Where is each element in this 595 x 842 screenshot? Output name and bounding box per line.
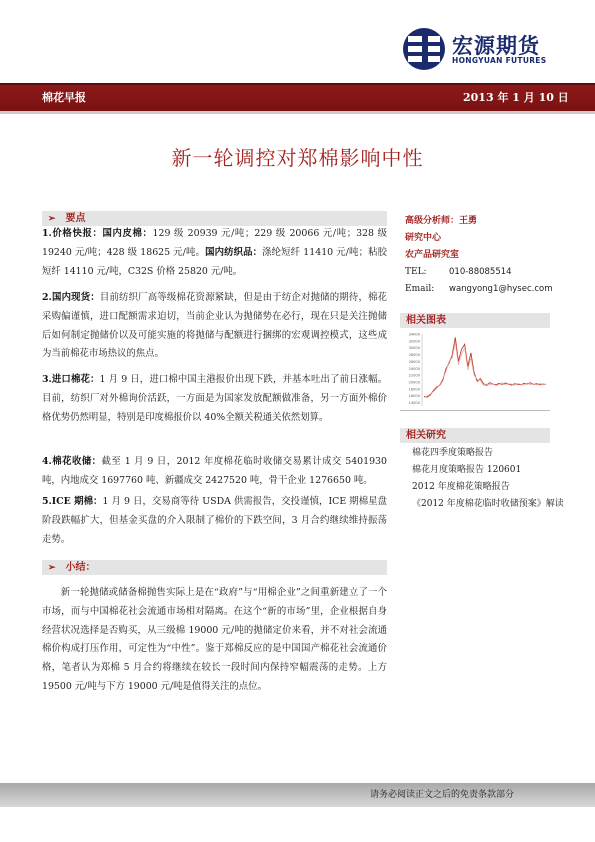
email-link[interactable]: wangyong1@hysec.com [449,284,553,294]
keypoint-text: 目前纺织厂高等级棉花资源紧缺，但是由于纺企对抛储的期待，棉花采购偏谨慎，进口配额需求迫切，当前企业认为抛储势在必行，现在只是关注抛储后如何制定抛储价以及可能实施的将抛储与配额进行捆绑的宏观调控模式，这些成为当前棉花市场热议的焦点。 [42,292,387,360]
tel-label: TEL: [405,267,427,277]
keypoint-label: 5.ICE 期棉： [42,496,103,507]
y-tick-label: 20000 [408,380,420,385]
y-tick-label: 16000 [408,394,420,399]
keypoint-label: 3.进口棉花： [42,374,100,385]
analyst-dept: 研究中心 [405,233,442,243]
analyst-dept: 农产品研究室 [405,250,460,260]
keypoint-text: 截至 1 月 9 日，2012 年度棉花临时收储交易累计成交 5401930 吨，内地成交 1697760 吨、新疆成交 2427520 吨，骨干企业 1276650 吨。 [42,456,387,486]
brand-name: 宏源期货 [452,34,540,58]
research-item[interactable]: 棉花四季度策略报告 [412,448,494,458]
y-tick-label: 32000 [408,339,420,344]
email-label: Email: [405,284,435,294]
research-item[interactable]: 2012 年度棉花策略报告 [412,482,510,492]
research-list [412,445,572,513]
y-tick-label: 30000 [408,346,420,351]
page-title: 新一轮调控对郑棉影响中性 [171,146,424,170]
report-date: 2013 年 1 月 10 日 [463,91,569,104]
y-tick-label: 22000 [408,373,420,378]
keypoint-storage [42,453,387,491]
keypoint-label: 4.棉花收储： [42,456,102,467]
disclaimer-note: 请务必阅读正文之后的免责条款部分 [370,790,515,800]
research-item[interactable]: 棉花月度策略报告 120601 [412,465,522,475]
brand-name-english: HONGYUAN FUTURES [452,56,547,65]
series-line-0 [424,337,546,397]
keypoint-sublabel: 国内纺织品： [205,246,263,258]
keypoint-text: 涤纶短纤 11410 元/吨；粘胶短纤 14110 元/吨，C32S 价格 25820 元/吨。 [42,246,387,277]
y-tick-label: 34000 [408,332,420,337]
price-line-chart [400,330,550,410]
y-tick-label: 14000 [408,401,420,406]
tel-value: 010-88085514 [449,267,512,277]
keypoint-text: 1 月 9 日，交易商等待 USDA 供需报告，交投谨慎，ICE 期棉星盘阶段跌幅扩大，但基金买盘的介入限制了棉价的下跌空间，3 月合约继续维持振荡走势。 [42,496,387,545]
keypoint-ice [42,493,387,549]
company-logo-icon [402,27,446,71]
arrow-right-icon: ➢ [48,214,56,224]
keypoint-price [42,225,387,281]
analyst-email [405,281,575,298]
section-header-keypoints [42,211,387,226]
y-tick-label: 18000 [408,387,420,392]
summary-text: 新一轮抛储或储备棉抛售实际上是在“政府”与“用棉企业”之间重新建立了一个市场，而与中国棉花社会流通市场相对隔离。在这个“新的市场”里，企业根据自身经营状况选择是否购买，从三级棉 19000 元/吨的抛储定价来看，并不对社会流通棉价构成打压作用，可定性为“中性”。鉴于郑棉反应的是中国国产棉花社会流通价格，笔者认为郑棉 5 月合约将继续在较长一段时间内保持窄幅震荡的走势。上方 19500 元/吨与下方 19000 元/吨是值得关注的点位。 [42,587,387,692]
section-title: 相关图表 [406,315,446,326]
section-title: 相关研究 [406,430,446,441]
keypoint-text: 1 月 9 日，进口棉中国主港报价出现下跌，并基本吐出了前日涨幅。目前，纺织厂对外棉询价活跃，一方面是为国家发放配额做准备，另一方面外棉价格优势仍然明显，特别是印度棉报价以 40%全额关税通关依然划算。 [42,374,387,423]
section-title: 小结： [65,562,96,573]
keypoint-label: 1.价格快报： [42,228,103,239]
y-tick-label: 24000 [408,366,420,371]
keypoint-text: 129 级 20939 元/吨；229 级 20066 元/吨；328 级 19240 元/吨；428 级 18625 元/吨。 [42,228,387,258]
section-header-chart [400,313,550,328]
keypoint-import [42,371,387,427]
keypoint-label: 2.国内现货： [42,292,100,303]
report-type: 棉花早报 [42,91,86,104]
y-tick-label: 28000 [408,353,420,358]
section-header-summary [42,560,387,575]
series-line-1 [424,343,546,398]
arrow-right-icon: ➢ [48,563,56,573]
research-item[interactable]: 《2012 年度棉花临时收储预案》解读 [412,499,564,509]
keypoint-domestic-spot [42,289,387,364]
analyst-tel [405,264,575,281]
keypoint-sublabel: 国内皮棉： [102,228,153,239]
section-header-research [400,428,550,443]
chart-divider [400,410,550,411]
analyst-info [405,213,575,298]
section-title: 要点 [65,213,86,224]
analyst-name: 高级分析师：王勇 [405,216,478,226]
y-tick-label: 26000 [408,359,420,364]
